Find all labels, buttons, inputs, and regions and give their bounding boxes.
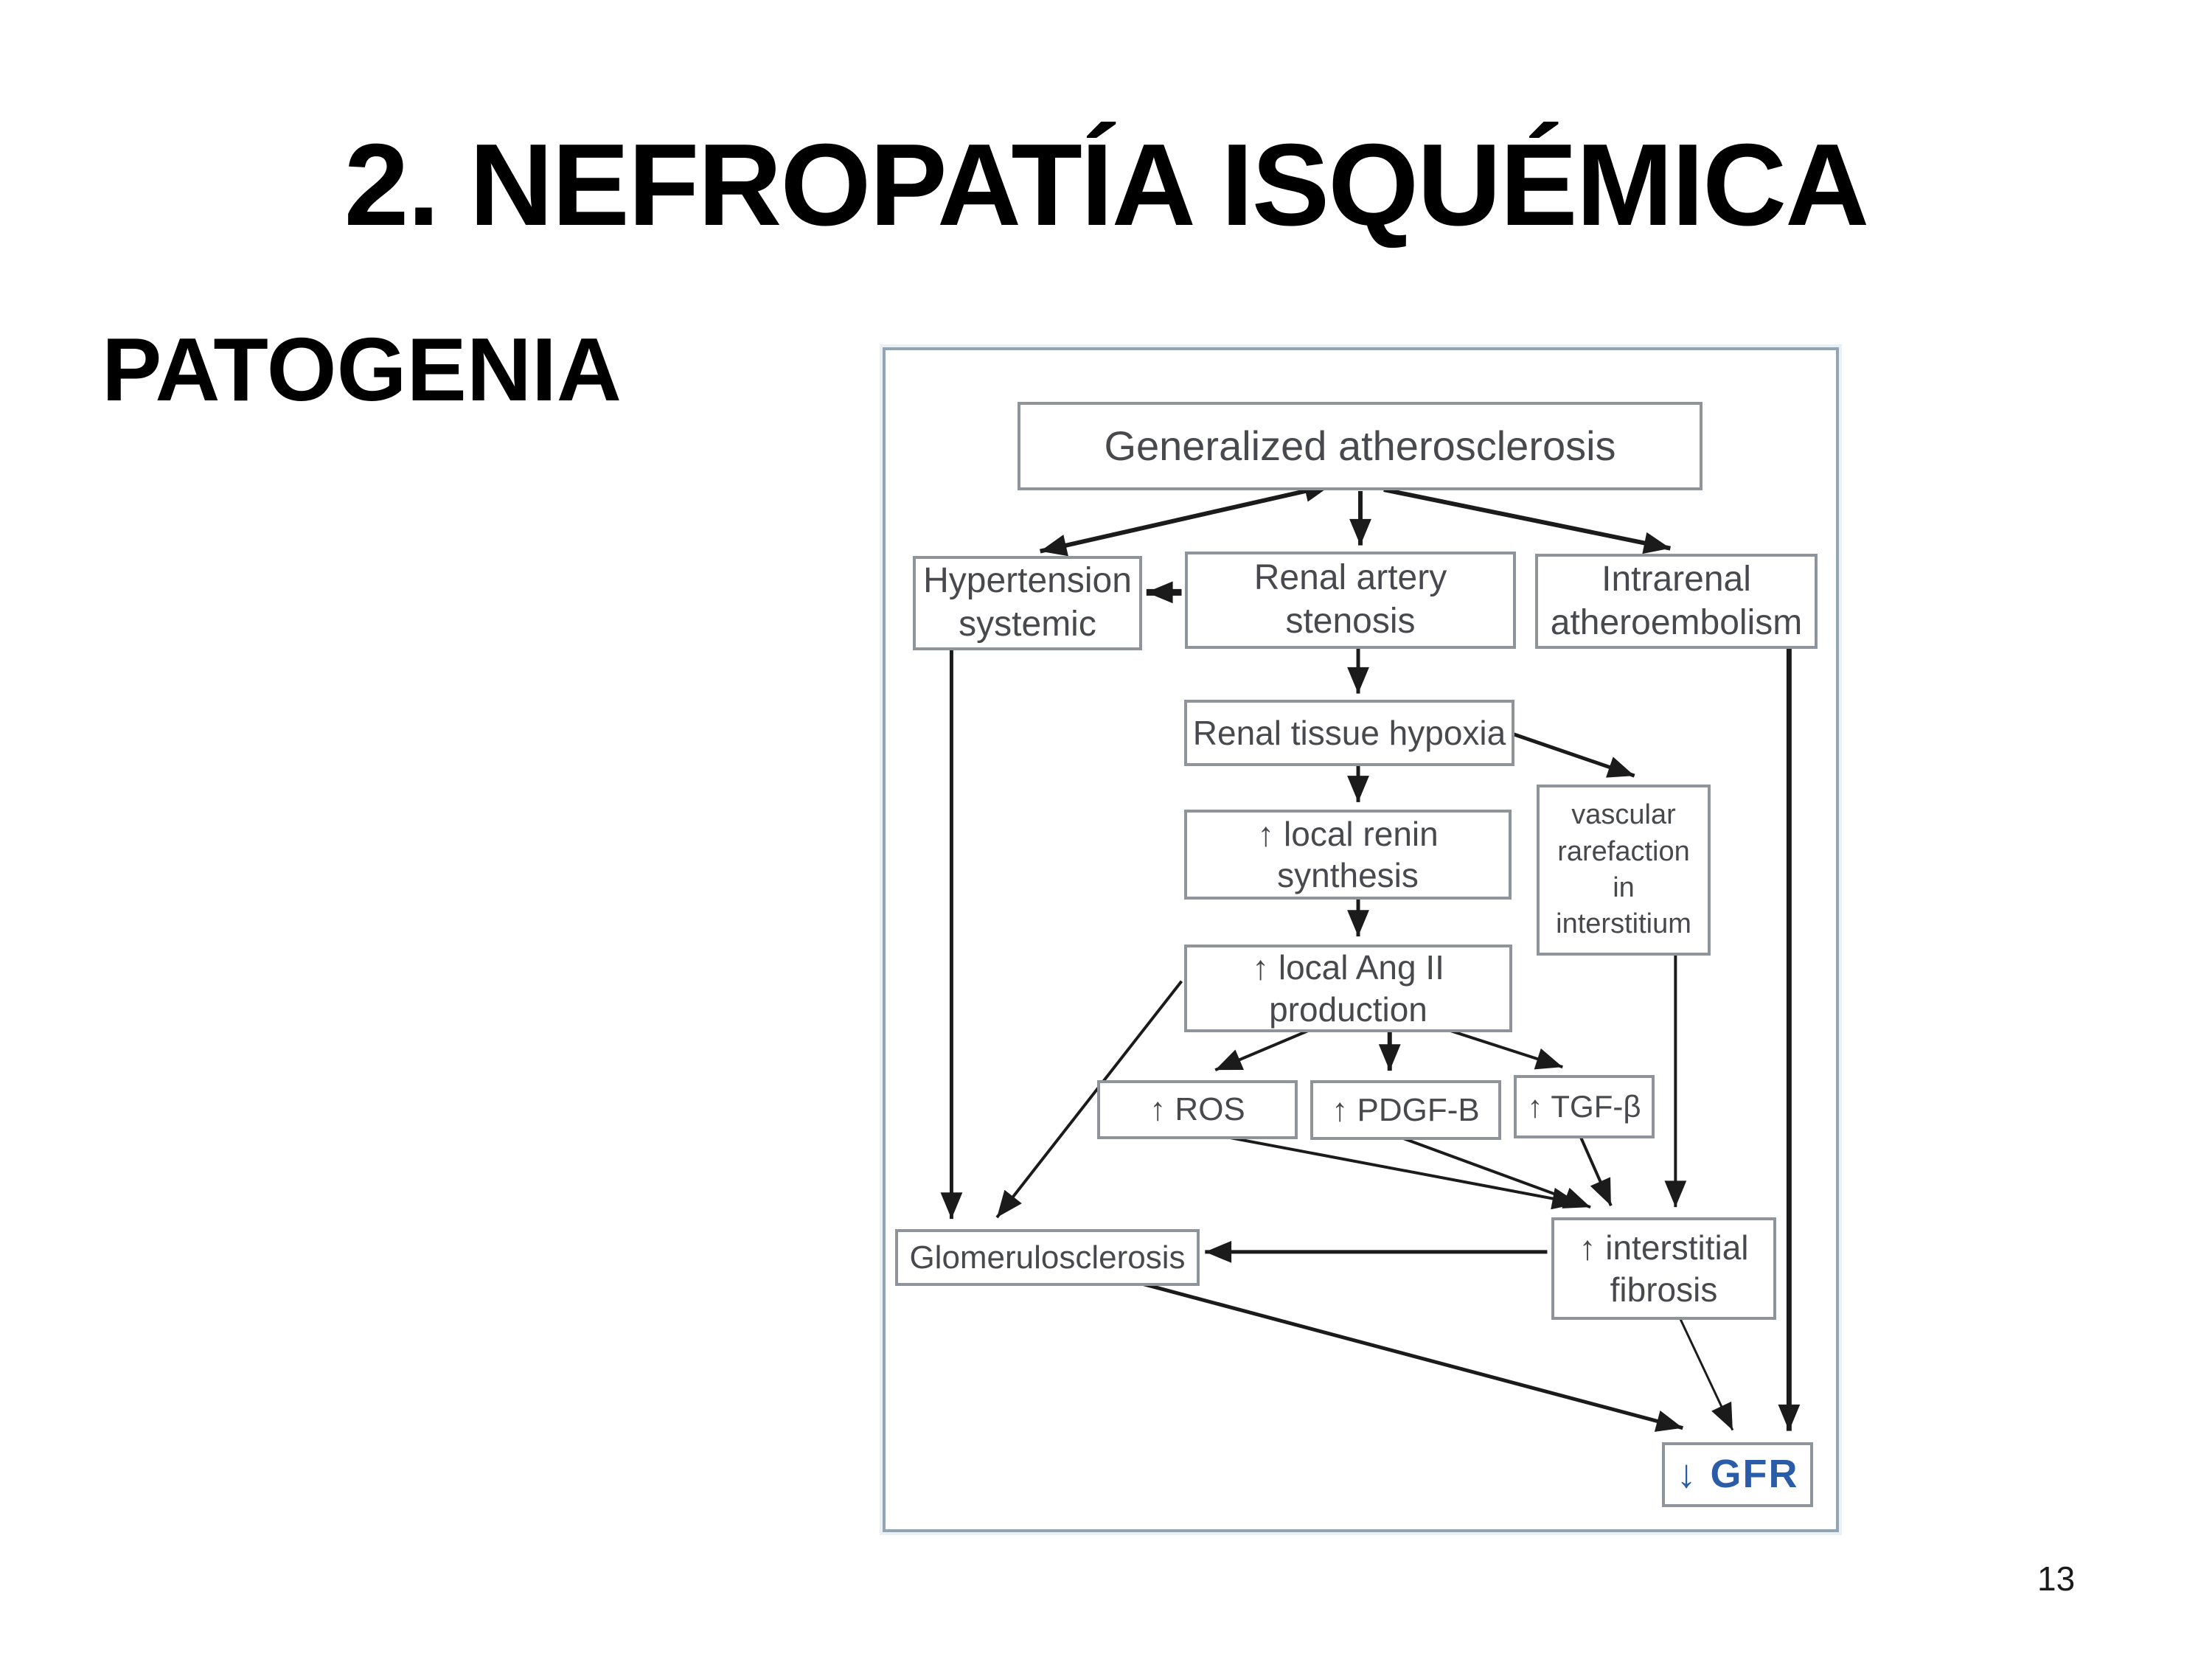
node-label: ↓ GFR — [1676, 1452, 1799, 1497]
arrow-interstitial-fibrosis-to-gfr — [1679, 1316, 1733, 1430]
node-generalized-atherosclerosis — [1018, 402, 1703, 490]
node-label: ↑ local renin — [1257, 814, 1439, 853]
node-renal-artery-stenosis — [1185, 552, 1516, 649]
arrow-pdgf-b-to-interstitial-fibrosis — [1401, 1138, 1590, 1208]
node-label: Glomerulosclerosis — [909, 1239, 1186, 1276]
node-label: ↑ interstitial — [1579, 1228, 1749, 1267]
node-glomerulosclerosis — [895, 1229, 1200, 1286]
node-label: ↑ ROS — [1150, 1091, 1245, 1128]
slide-title: 2. NEFROPATÍA ISQUÉMICA — [344, 120, 1868, 250]
node-label: ↑ PDGF-B — [1332, 1091, 1480, 1128]
node-label: vascular — [1571, 799, 1676, 831]
node-label: Intrarenal — [1601, 559, 1751, 599]
arrow-local-ang-ii-production-to-tgf-beta — [1449, 1030, 1562, 1067]
node-intrarenal-atheroembolism — [1535, 554, 1818, 649]
node-label: ↑ TGF-β — [1527, 1089, 1641, 1124]
node-label: Hypertension — [923, 561, 1132, 601]
arrow-renal-tissue-hypoxia-to-vascular-rarefaction — [1511, 733, 1635, 776]
arrow-local-ang-ii-production-to-ros — [1215, 1030, 1309, 1070]
pathogenesis-diagram-panel — [883, 347, 1839, 1532]
node-interstitial-fibrosis — [1551, 1217, 1776, 1320]
node-label: interstitium — [1556, 908, 1691, 940]
arrow-tgf-beta-to-interstitial-fibrosis — [1580, 1136, 1611, 1206]
node-renal-tissue-hypoxia — [1184, 700, 1514, 766]
node-local-ang-ii-production — [1184, 945, 1512, 1032]
node-gfr — [1662, 1442, 1813, 1507]
node-vascular-rarefaction — [1537, 785, 1711, 956]
page-number: 13 — [2037, 1559, 2076, 1598]
node-label: production — [1269, 990, 1427, 1029]
node-label: stenosis — [1285, 602, 1416, 641]
node-local-renin-synthesis — [1184, 810, 1512, 900]
node-hypertension-systemic — [913, 556, 1142, 650]
node-label: atheroembolism — [1550, 602, 1803, 642]
node-label: rarefaction — [1557, 835, 1690, 867]
node-tgf-beta — [1514, 1075, 1655, 1138]
arrow-generalized-atherosclerosis-to-hypertension — [1040, 485, 1332, 552]
node-label: ↑ local Ang II — [1252, 948, 1444, 987]
node-ros — [1097, 1080, 1298, 1139]
node-label: fibrosis — [1610, 1270, 1718, 1309]
node-label: Renal tissue hypoxia — [1192, 713, 1506, 752]
node-label: Renal artery — [1253, 558, 1447, 598]
node-label: systemic — [959, 605, 1096, 644]
arrow-generalized-atherosclerosis-to-intrarenal-atheroembolism — [1384, 490, 1671, 549]
node-label: Generalized atherosclerosis — [1104, 422, 1616, 469]
node-label: synthesis — [1277, 856, 1419, 894]
node-label: in — [1613, 872, 1635, 903]
node-pdgf-b — [1310, 1080, 1501, 1140]
slide-subtitle: PATOGENIA — [102, 319, 622, 420]
arrow-ros-to-interstitial-fibrosis — [1225, 1137, 1579, 1204]
